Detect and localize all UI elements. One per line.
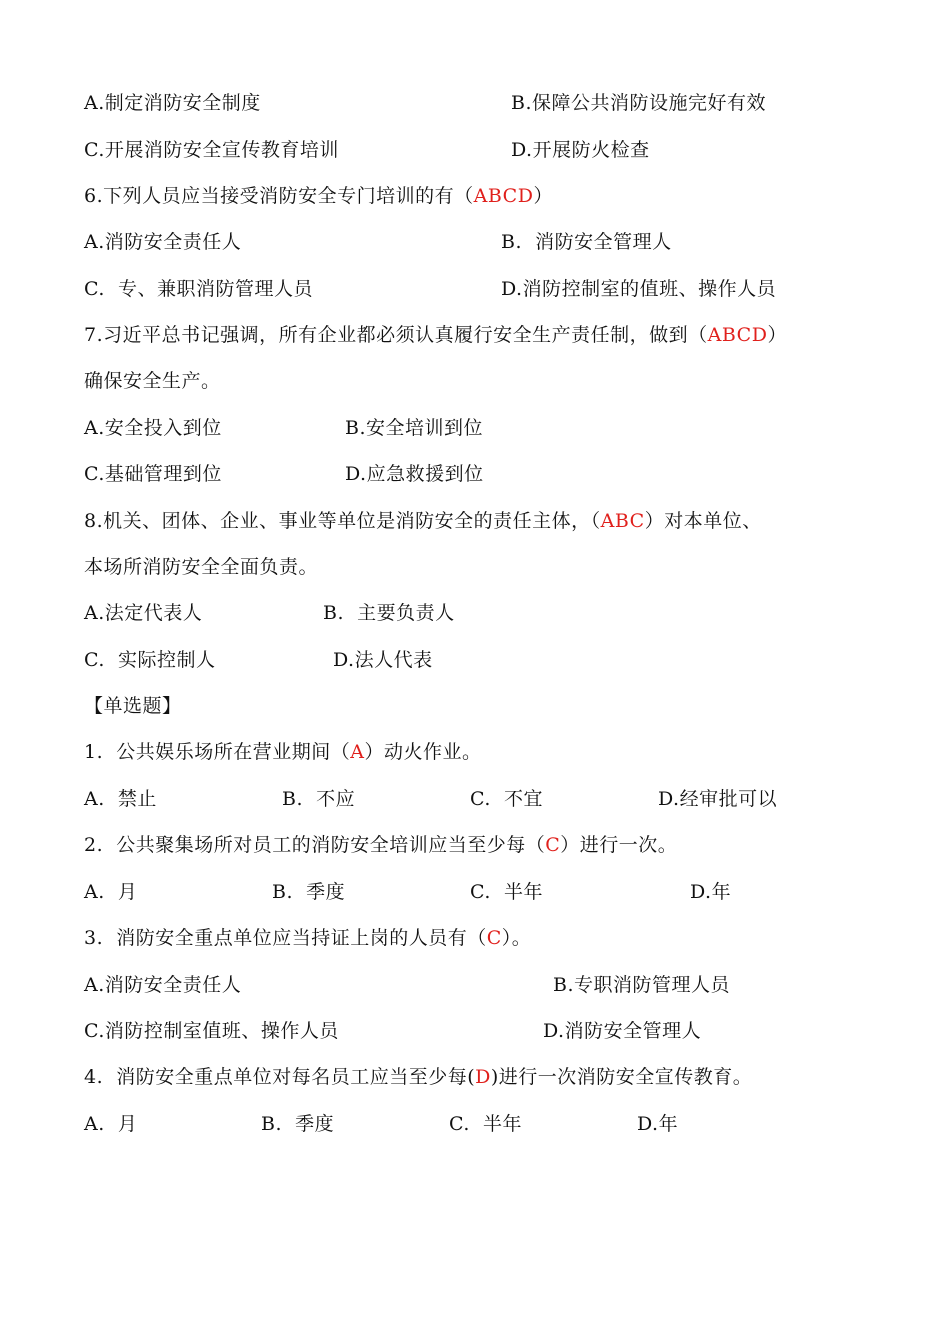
- s4-option-c: C. 半年: [449, 1113, 522, 1135]
- q8-question: [84, 506, 762, 536]
- q6-stem: 6.下列人员应当接受消防安全专门培训的有（: [84, 185, 474, 207]
- s1-option-b: B. 不应: [282, 788, 356, 810]
- s4-option-a: A. 月: [84, 1113, 138, 1135]
- s1-stem: 1. 公共娱乐场所在营业期间（: [84, 741, 351, 763]
- q6-stem-end: ）: [533, 185, 553, 207]
- q8-stem-end: ）对本单位、: [644, 510, 762, 532]
- s1-stem-end: ）动火作业。: [364, 741, 482, 763]
- q7-option-b: B.安全培训到位: [345, 417, 484, 439]
- q7-stem-end: ）: [767, 324, 787, 346]
- s2-option-c: C. 半年: [470, 881, 543, 903]
- s2-question: [84, 830, 677, 860]
- s3-option-b: B.专职消防管理人员: [553, 974, 731, 996]
- s2-option-d: D.年: [690, 881, 732, 903]
- q8-question-line2: 本场所消防安全全面负责。: [84, 556, 319, 578]
- s2-option-a: A. 月: [84, 881, 138, 903]
- q8-option-b: B. 主要负责人: [323, 602, 455, 624]
- section-heading-single-choice: 【单选题】: [84, 695, 182, 717]
- s3-stem-end: ）。: [501, 927, 532, 949]
- q5-option-d: D.开展防火检查: [511, 139, 650, 161]
- q8-stem: 8.机关、团体、企业、事业等单位是消防安全的责任主体，（: [84, 510, 601, 532]
- q8-answer: ABC: [600, 510, 645, 532]
- q6-option-b: B. 消防安全管理人: [501, 231, 672, 253]
- s4-option-b: B. 季度: [261, 1113, 335, 1135]
- s4-answer: D: [475, 1066, 491, 1088]
- q5-option-a: A.制定消防安全制度: [84, 92, 261, 114]
- s3-answer: C: [486, 927, 502, 949]
- s3-option-c: C.消防控制室值班、操作人员: [84, 1020, 339, 1042]
- s3-option-d: D.消防安全管理人: [543, 1020, 702, 1042]
- q7-stem: 7.习近平总书记强调，所有企业都必须认真履行安全生产责任制，做到（: [84, 324, 708, 346]
- q7-option-a: A.安全投入到位: [84, 417, 222, 439]
- q6-option-c: C. 专、兼职消防管理人员: [84, 278, 313, 300]
- s1-answer: A: [350, 741, 365, 763]
- s4-option-d: D.年: [637, 1113, 679, 1135]
- q6-answer: ABCD: [473, 185, 534, 207]
- s2-answer: C: [545, 834, 561, 856]
- s4-question: [84, 1062, 752, 1092]
- q6-question: [84, 181, 553, 211]
- s3-stem: 3. 消防安全重点单位应当持证上岗的人员有（: [84, 927, 487, 949]
- q6-option-a: A.消防安全责任人: [84, 231, 242, 253]
- q8-option-c: C. 实际控制人: [84, 649, 216, 671]
- s3-question: [84, 923, 531, 953]
- s1-question: [84, 737, 481, 767]
- s4-stem: 4. 消防安全重点单位对每名员工应当至少每(: [84, 1066, 476, 1088]
- q5-option-c: C.开展消防安全宣传教育培训: [84, 139, 339, 161]
- s2-option-b: B. 季度: [272, 881, 346, 903]
- s3-option-a: A.消防安全责任人: [84, 974, 242, 996]
- q8-option-d: D.法人代表: [333, 649, 433, 671]
- s2-stem-end: ）进行一次。: [560, 834, 678, 856]
- q8-option-a: A.法定代表人: [84, 602, 203, 624]
- q7-answer: ABCD: [707, 324, 768, 346]
- q6-option-d: D.消防控制室的值班、操作人员: [501, 278, 777, 300]
- s1-option-d: D.经审批可以: [658, 788, 778, 810]
- s4-stem-end: )进行一次消防安全宣传教育。: [490, 1066, 753, 1088]
- s1-option-a: A. 禁止: [84, 788, 157, 810]
- s1-option-c: C. 不宜: [470, 788, 543, 810]
- q7-question: [84, 320, 787, 350]
- q7-question-line2: 确保安全生产。: [84, 370, 221, 392]
- q7-option-c: C.基础管理到位: [84, 463, 222, 485]
- q7-option-d: D.应急救援到位: [345, 463, 484, 485]
- q5-option-b: B.保障公共消防设施完好有效: [511, 92, 767, 114]
- s2-stem: 2. 公共聚集场所对员工的消防安全培训应当至少每（: [84, 834, 546, 856]
